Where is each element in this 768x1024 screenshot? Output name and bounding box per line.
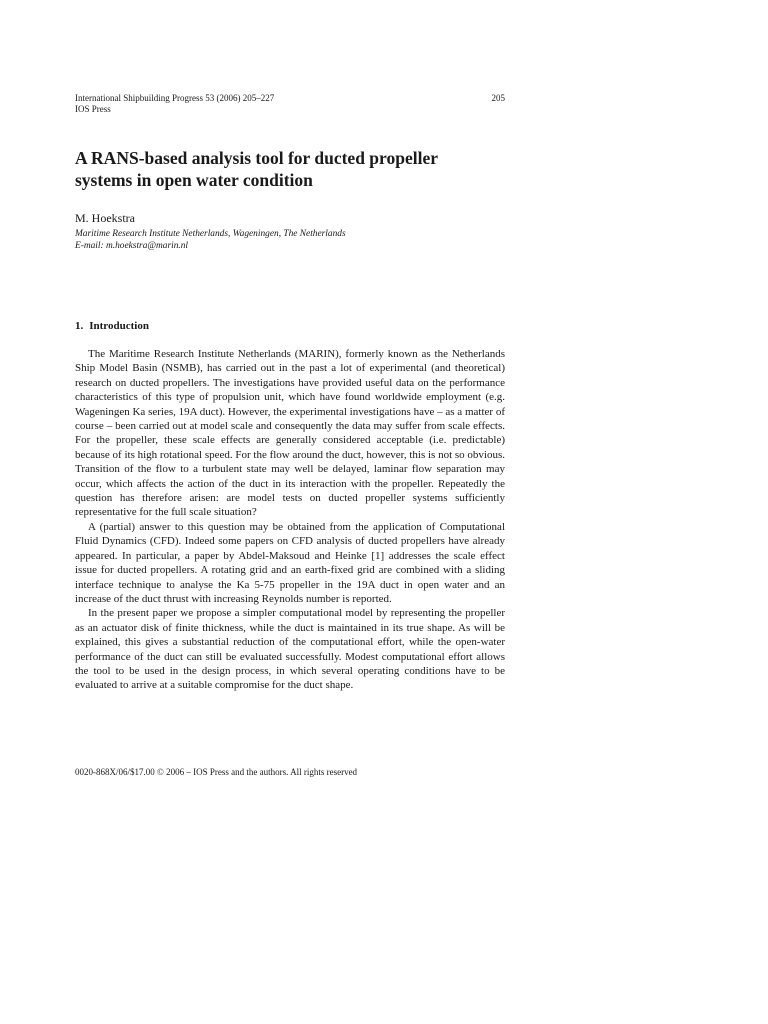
paper-title <box>75 147 505 191</box>
journal-citation: International Shipbuilding Progress 53 (2006) 205–227 <box>75 93 275 103</box>
title-line-1: A RANS-based analysis tool for ducted propeller <box>75 148 438 168</box>
running-head <box>75 93 505 115</box>
section-heading <box>75 319 505 333</box>
paragraph: The Maritime Research Institute Netherlands (MARIN), formerly known as the Netherlands Ship Model Basin (NSMB), has carried out in the past a lot of experimental (and theoretical) research on ducted propellers. The investigations have provided useful data on the performance characteristics of this type of propulsion unit, which have found worldwide employment (e.g. Wageningen Ka series, 19A duct). However, the experimental investigations have – as a matter of course – been carried out at model scale and consequently the data may suffer from scale effects. For the propeller, these scale effects are generally considered acceptable (i.e. predictable) because of its high rotational speed. For the flow around the duct, however, this is not so obvious. Transition of the flow to a turbulent state may well be delayed, laminar flow separation may occur, which affects the action of the duct in its interaction with the propeller. Repeatedly the question has therefore arisen: are model tests on ducted propeller systems sufficiently representative for the full scale situation? <box>75 348 506 519</box>
author-email: E-mail: m.hoekstra@marin.nl <box>75 241 189 251</box>
section-title: Introduction <box>89 320 149 332</box>
author-affiliation: Maritime Research Institute Netherlands, Wageningen, The Netherlands <box>75 229 346 239</box>
publisher: IOS Press <box>75 104 111 114</box>
body-text <box>75 347 505 693</box>
paragraph: A (partial) answer to this question may be obtained from the application of Computational Fluid Dynamics (CFD). Indeed some papers on CFD analysis of ducted propellers have already appeared. In particular, a paper by Abdel-Maksoud and Heinke [1] addresses the scale effect issue for ducted propellers. A rotating grid and an earth-fixed grid are combined with a sliding interface technique to analyse the Ka 5-75 propeller in the 19A duct in open water and an increase of the duct thrust with increasing Reynolds number is reported. <box>75 520 505 605</box>
paper-page <box>75 93 505 693</box>
paragraph: In the present paper we propose a simpler computational model by representing the propeller as an actuator disk of finite thickness, while the duct is maintained in its true shape. As will be explained, this gives a substantial reduction of the computational effort, while the open-water performance of the duct can still be evaluated successfully. Modest computational effort allows the tool to be used in the design process, in which several operating conditions have to be evaluated to arrive at a suitable compromise for the duct shape. <box>75 607 505 692</box>
section-number: 1. <box>75 320 84 332</box>
title-line-2: systems in open water condition <box>75 170 313 190</box>
page-number: 205 <box>491 93 505 103</box>
copyright-footer: 0020-868X/06/$17.00 © 2006 – IOS Press and the authors. All rights reserved <box>75 767 358 777</box>
author-name: M. Hoekstra <box>75 211 135 225</box>
author-details <box>75 228 505 252</box>
